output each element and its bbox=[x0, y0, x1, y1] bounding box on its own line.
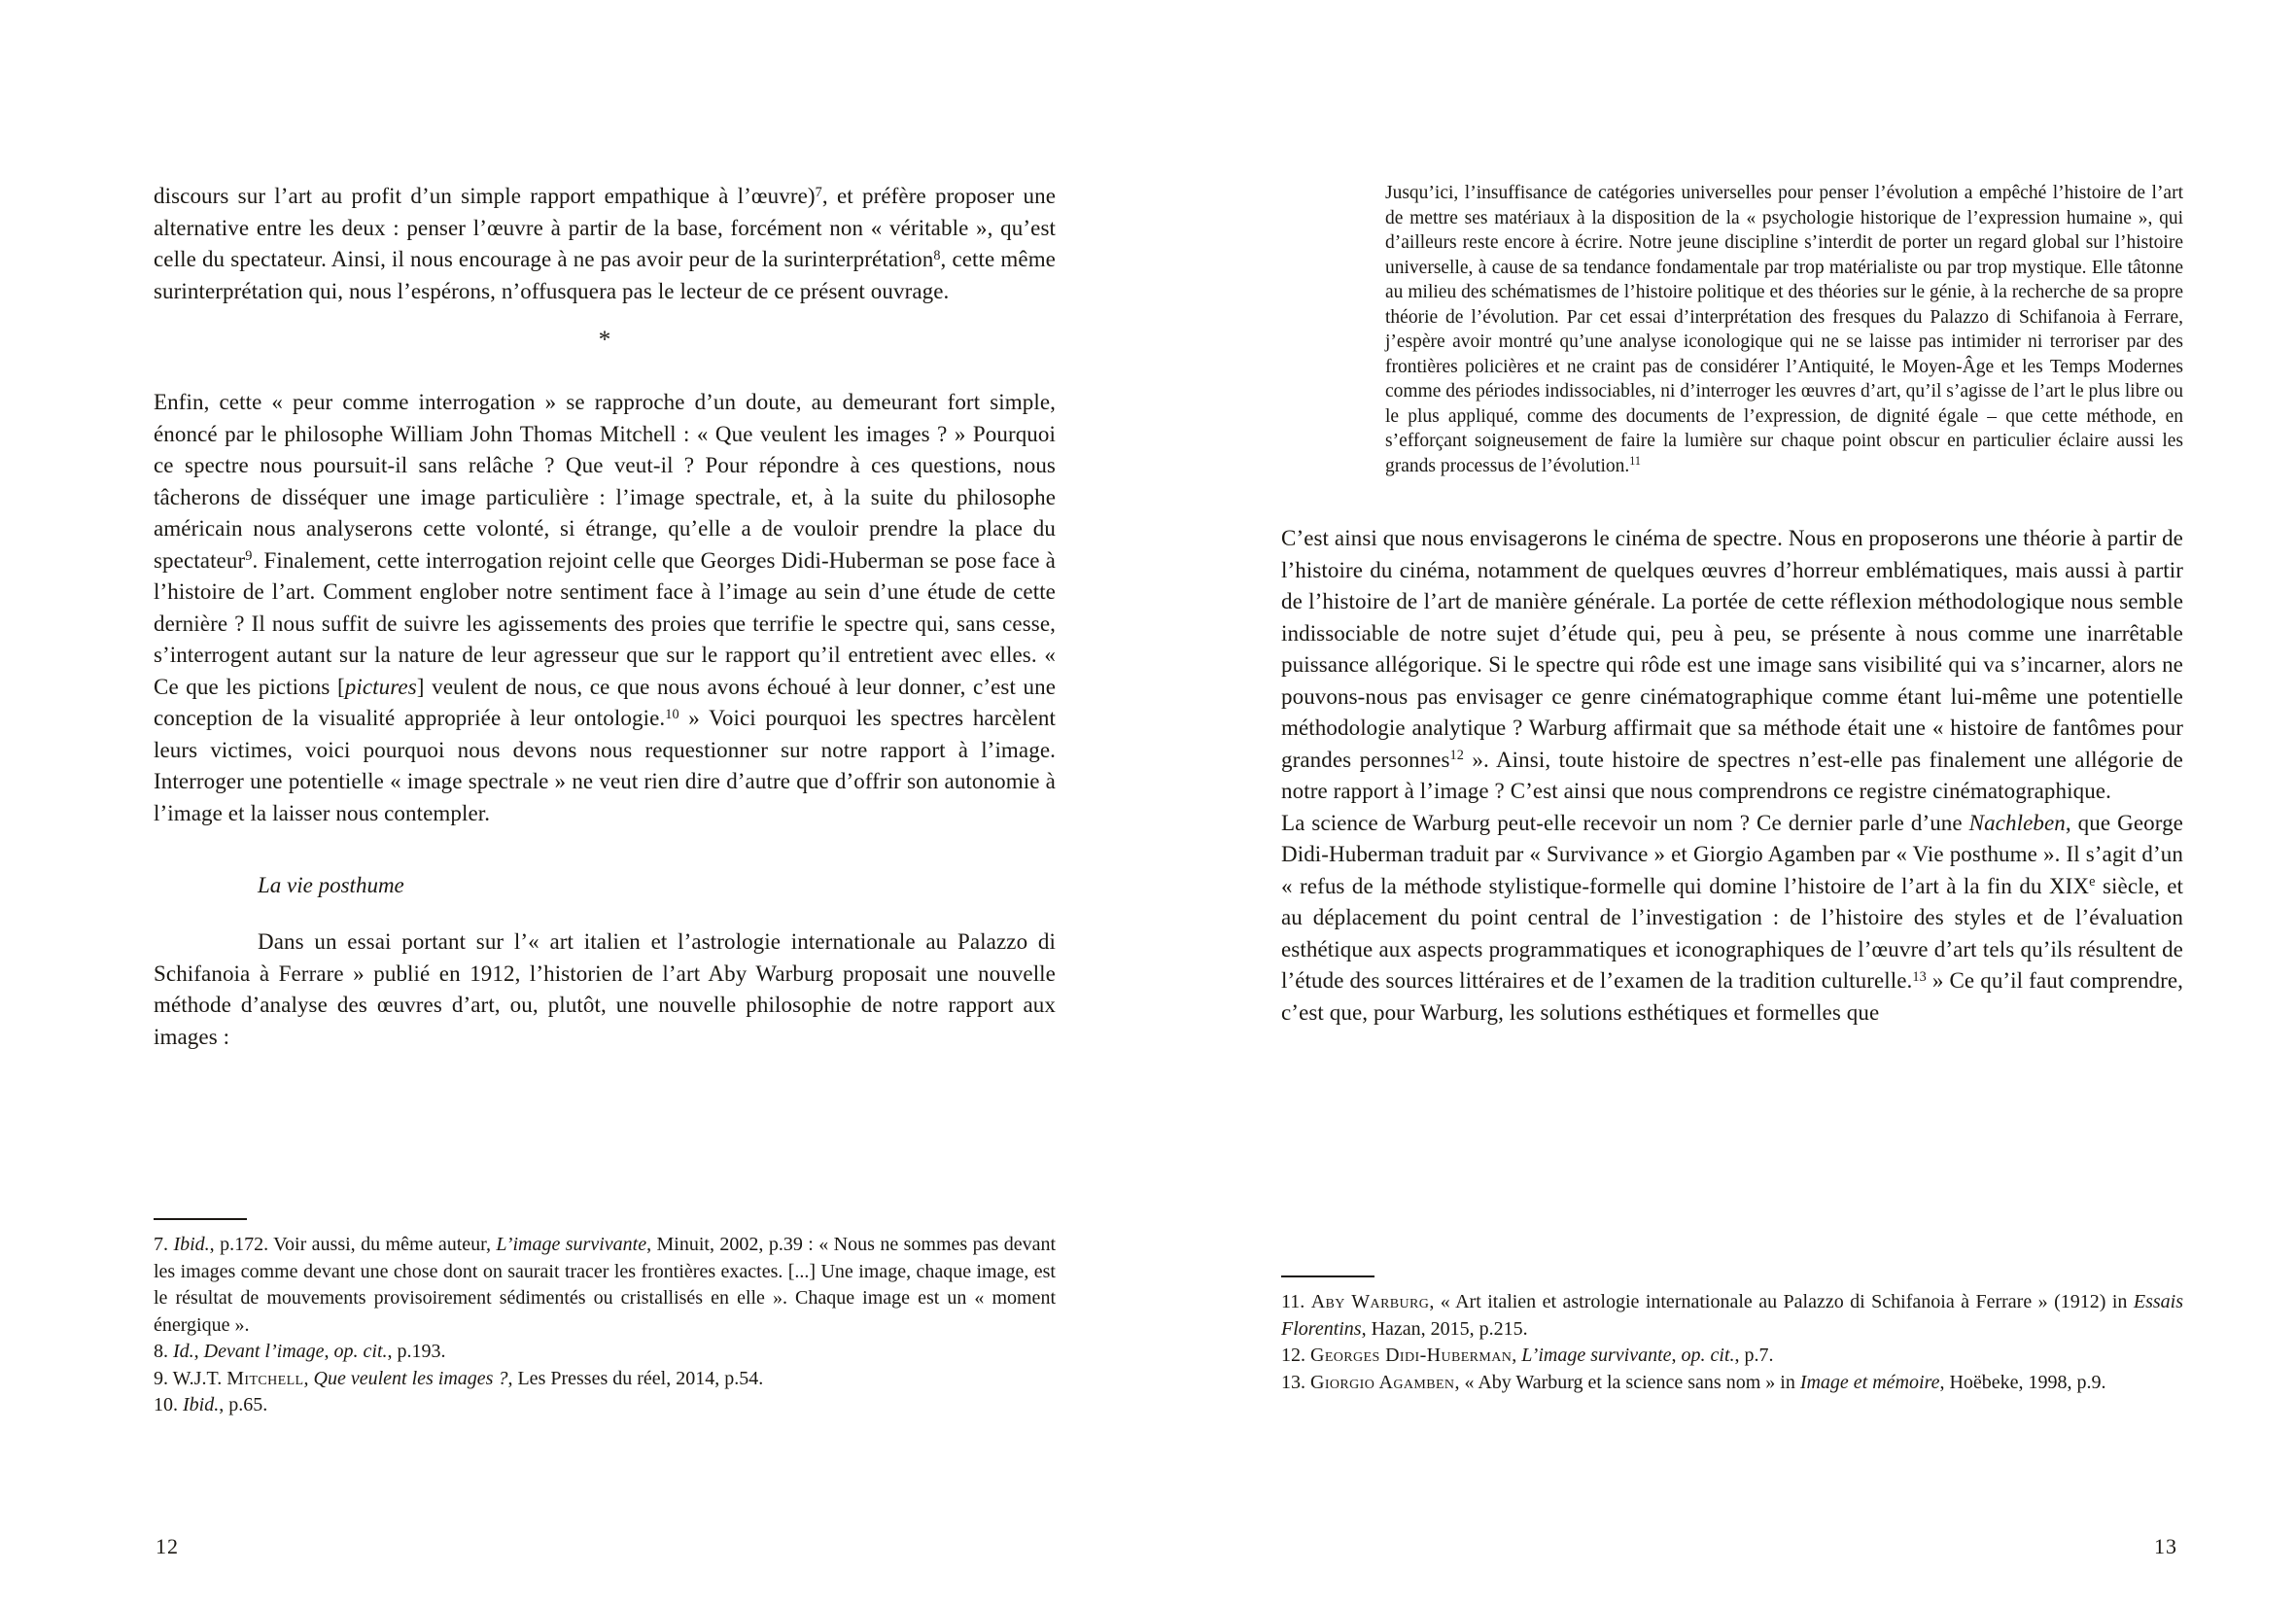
footnote: 9. W.J.T. Mitchell, Que veulent les images ?, Les Presses du réel, 2014, p.54. bbox=[154, 1367, 764, 1389]
footnote: 8. Id., Devant l’image, op. cit., p.193. bbox=[154, 1341, 446, 1362]
right-page bbox=[1281, 0, 2183, 1607]
footnote-rule bbox=[1281, 1275, 1374, 1277]
right-page-text-column bbox=[1281, 181, 2183, 1029]
block-quote: Jusqu’ici, l’insuffisance de catégories universelles pour penser l’évolution a empêché l’histoire de l’art de mettre ses matériaux à la disposition de la « psychologie historique de l’expression humaine », qui d’ailleurs reste encore à écrire. Notre jeune discipline s’interdit de porter un regard global sur l’histoire universelle, à cause de sa tendance fondamentale par trop matérialiste ou par trop mystique. Elle tâtonne au milieu des schématismes de l’histoire politique et des théories sur le génie, à la recherche de sa propre théorie de l’évolution. Par cet essai d’interprétation des fresques du Palazzo di Schifanoia à Ferrare, j’espère avoir montré qu’une analyse iconologique qui ne se laisse pas intimider ni terroriser par des frontières policières et ne craint pas de considérer l’Antiquité, le Moyen-Âge et les Temps Modernes comme des périodes indissociables, ni d’interroger les œuvres d’art, qu’il s’agisse de l’art le plus libre ou le plus appliqué, comme des documents de l’expression, de dignité égale – que cette méthode, en s’efforçant soigneusement de faire la lumière sur chaque point obscur en particulier éclaire aussi les grands processus de l’évolution.$^{11}$ bbox=[1385, 183, 2183, 476]
page-number: 13 bbox=[2154, 1534, 2177, 1558]
footnote-block bbox=[1281, 1275, 2183, 1396]
footnote: 13. Giorgio Agamben, « Aby Warburg et la science sans nom » in Image et mémoire, Hoëbeke, 1998, p.9. bbox=[1281, 1371, 2106, 1393]
left-page-text-column bbox=[154, 181, 1056, 1053]
body-paragraph: Enfin, cette « peur comme interrogation » se rapproche d’un doute, au demeurant fort simple, énoncé par le philosophe William John Thomas Mitchell : « Que veulent les images ? » Pourquoi ce spectre nous poursuit-il sans relâche ? Que veut-il ? Pour répondre à ces questions, nous tâcherons de disséquer une image particulière : l’image spectrale, et, à la suite du philosophe américain nous analyserons cette volonté, si étrange, qu’elle a de vouloir prendre la place du spectateur$^9$. Finalement, cette interrogation rejoint celle que Georges Didi-Huberman se pose face à l’histoire de l’art. Comment englober notre sentiment face à l’image au sein d’une étude de cette dernière ? Il nous suffit de suivre les agissements des proies que terrifie le spectre qui, sans cesse, s’interrogent autant sur la nature de leur agresseur que sur le rapport qu’il entretient avec elles. « Ce que les pictions [pictures] veulent de nous, ce que nous avons échoué à leur donner, c’est une conception de la visualité appropriée à leur ontologie.$^{10}$ » Voici pourquoi les spectres harcèlent leurs victimes, voici pourquoi nous devons nous requestionner sur notre rapport à l’image. Interroger une potentielle « image spectrale » ne veut rien dire d’autre que d’offrir son autonomie à l’image et la laisser nous contempler. bbox=[154, 390, 1056, 825]
body-paragraph: Dans un essai portant sur l’« art italien et l’astrologie internationale au Palazzo di Schifanoia à Ferrare » publié en 1912, l’historien de l’art Aby Warburg proposait une nouvelle méthode d’analyse des œuvres d’art, ou, plutôt, une nouvelle philosophie de notre rapport aux images : bbox=[154, 929, 1056, 1049]
footnote: 12. Georges Didi-Huberman, L’image survivante, op. cit., p.7. bbox=[1281, 1345, 1774, 1366]
footnote: 11. Aby Warburg, « Art italien et astrologie internationale au Palazzo di Schifanoia à Ferrare » (1912) in Essais Florentins, Hazan, 2015, p.215. bbox=[1281, 1291, 2183, 1340]
footnote-rule bbox=[154, 1218, 247, 1220]
footnote: 10. Ibid., p.65. bbox=[154, 1394, 268, 1415]
asterisk-separator: * bbox=[598, 327, 611, 353]
section-heading: La vie posthume bbox=[258, 873, 404, 897]
footnote: 7. Ibid., p.172. Voir aussi, du même auteur, L’image survivante, Minuit, 2002, p.39 : « Nous ne sommes pas devant les images comme devant une chose dont on saurait tracer les frontières exactes. [...] Une image, chaque image, est le résultat de mouvements provisoirement sédimentés ou cristallisés en elle ». Chaque image est un « moment énergique ». bbox=[154, 1234, 1057, 1336]
page-number: 12 bbox=[156, 1534, 179, 1558]
body-paragraph: discours sur l’art au profit d’un simple rapport empathique à l’œuvre)$^7$, et préfère proposer une alternative entre les deux : penser l’œuvre à partir de la base, forcément non « véritable », qu’est celle du spectateur. Ainsi, il nous encourage à ne pas avoir peur de la surinterprétation$^8$, cette même surinterprétation qui, nous l’espérons, n’offusquera pas le lecteur de ce présent ouvrage. bbox=[154, 184, 1056, 303]
body-paragraph: La science de Warburg peut-elle recevoir un nom ? Ce dernier parle d’une Nachleben, que George Didi-Huberman traduit par « Survivance » et Giorgio Agamben par « Vie posthume ». Il s’agit d’un « refus de la méthode stylistique-formelle qui domine l’histoire de l’art à la fin du XIXe siècle, et au déplacement du point central de l’investigation : de l’histoire des styles et de l’évaluation esthétique aux aspects programmatiques et iconographiques de l’œuvre d’art tels qu’ils résultent de l’étude des sources littéraires et de l’examen de la tradition culturelle.$^{13}$ » Ce qu’il faut comprendre, c’est que, pour Warburg, les solutions esthétiques et formelles que bbox=[1281, 810, 2183, 1025]
left-page bbox=[154, 0, 1056, 1607]
footnote-block bbox=[154, 1218, 1056, 1419]
body-paragraph: C’est ainsi que nous envisagerons le cinéma de spectre. Nous en proposerons une théorie à partir de l’histoire du cinéma, notamment de quelques œuvres d’horreur emblématiques, mais aussi à partir de l’histoire de l’art de manière générale. La portée de cette réflexion méthodologique nous semble indissociable de notre sujet d’étude qui, peu à peu, se présente à nous comme une inarrêtable puissance allégorique. Si le spectre qui rôde est une image sans visibilité qui va s’incarner, alors ne pouvons-nous pas envisager ce genre cinématographique comme étant lui-même une potentielle méthodologie analytique ? Warburg affirmait que sa méthode était une « histoire de fantômes pour grandes personnes$^{12}$ ». Ainsi, toute histoire de spectres n’est-elle pas finalement une allégorie de notre rapport à l’image ? C’est ainsi que nous comprendrons ce registre cinématographique. bbox=[1281, 526, 2183, 803]
